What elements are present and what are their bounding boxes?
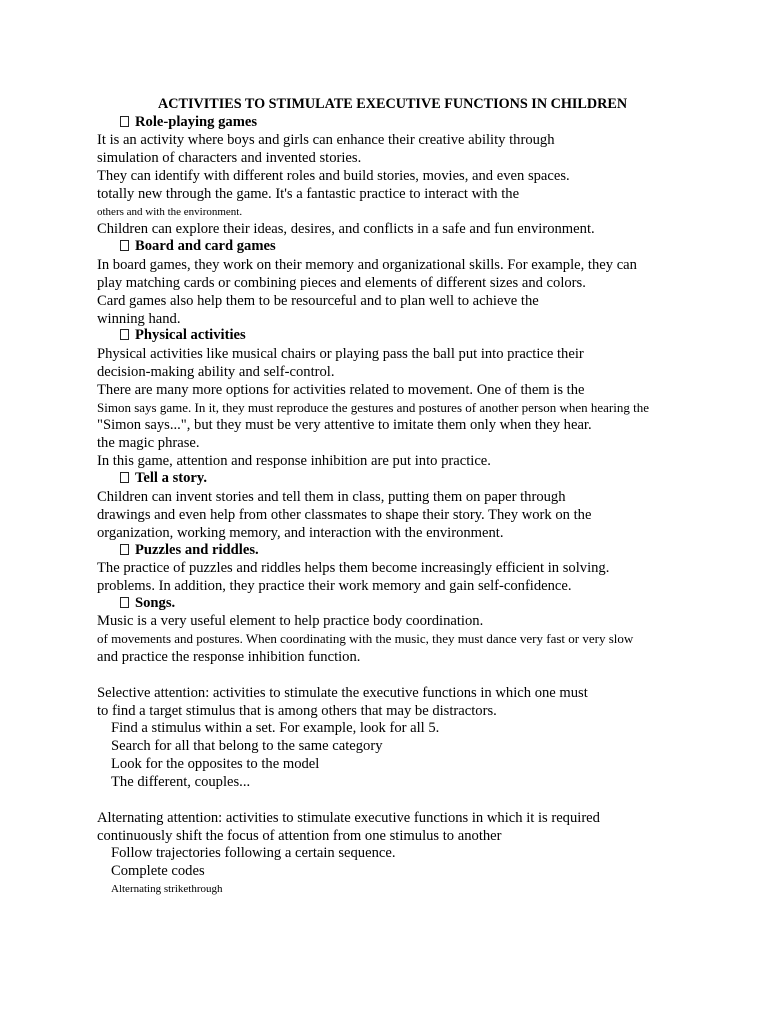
checkbox-bullet-icon (120, 544, 129, 555)
paragraph-line: "Simon says...", but they must be very attentive to imitate them only when they hear. (97, 417, 592, 433)
paragraph-line: the magic phrase. (97, 435, 200, 451)
section-heading-role-playing: Role-playing games (120, 113, 257, 131)
paragraph-line: There are many more options for activities related to movement. One of them is the (97, 382, 585, 398)
section-heading-puzzles: Puzzles and riddles. (120, 541, 259, 559)
paragraph-line: play matching cards or combining pieces and elements of different sizes and colors. (97, 275, 586, 291)
paragraph-line: Alternating attention: activities to stimulate executive functions in which it is required (97, 810, 600, 826)
paragraph-line: Card games also help them to be resourceful and to plan well to achieve the (97, 293, 539, 309)
checkbox-bullet-icon (120, 472, 129, 483)
document-title: ACTIVITIES TO STIMULATE EXECUTIVE FUNCTIONS IN CHILDREN (158, 96, 628, 112)
paragraph-line: problems. In addition, they practice their work memory and gain self-confidence. (97, 578, 572, 594)
list-item: Find a stimulus within a set. For example, look for all 5. (111, 720, 440, 736)
paragraph-line: totally new through the game. It's a fantastic practice to interact with the (97, 186, 520, 202)
list-item: Complete codes (111, 863, 205, 879)
paragraph-line: others and with the environment. (97, 206, 243, 218)
paragraph-line: decision-making ability and self-control. (97, 364, 335, 380)
checkbox-bullet-icon (120, 597, 129, 608)
list-item: The different, couples... (111, 774, 251, 790)
paragraph-line: winning hand. (97, 311, 181, 327)
paragraph-line: Simon says game. In it, they must reproduce the gestures and postures of another person when hearing the (97, 400, 649, 415)
list-item: Follow trajectories following a certain sequence. (111, 845, 396, 861)
paragraph-line: They can identify with different roles and build stories, movies, and even spaces. (97, 168, 570, 184)
section-heading-board-card: Board and card games (120, 237, 276, 255)
list-item: Look for the opposites to the model (111, 756, 320, 772)
paragraph-line: to find a target stimulus that is among others that may be distractors. (97, 703, 497, 719)
paragraph-line: Children can explore their ideas, desires, and conflicts in a safe and fun environment. (97, 221, 595, 237)
paragraph-line: In board games, they work on their memory and organizational skills. For example, they can (97, 257, 637, 273)
paragraph-line: It is an activity where boys and girls can enhance their creative ability through (97, 132, 555, 148)
paragraph-line: In this game, attention and response inhibition are put into practice. (97, 453, 491, 469)
checkbox-bullet-icon (120, 116, 129, 127)
checkbox-bullet-icon (120, 240, 129, 251)
paragraph-line: Physical activities like musical chairs or playing pass the ball put into practice their (97, 346, 584, 362)
paragraph-line: continuously shift the focus of attention from one stimulus to another (97, 828, 502, 844)
paragraph-line: Children can invent stories and tell them in class, putting them on paper through (97, 489, 566, 505)
checkbox-bullet-icon (120, 329, 129, 340)
paragraph-line: organization, working memory, and interaction with the environment. (97, 525, 504, 541)
paragraph-line: The practice of puzzles and riddles helps them become increasingly efficient in solving. (97, 560, 610, 576)
list-item: Alternating strikethrough (111, 883, 223, 895)
section-heading-story: Tell a story. (120, 469, 207, 487)
list-item: Search for all that belong to the same category (111, 738, 383, 754)
section-heading-songs: Songs. (120, 594, 175, 612)
section-heading-physical: Physical activities (120, 326, 246, 344)
paragraph-line: of movements and postures. When coordinating with the music, they must dance very fast or very slow (97, 631, 634, 646)
paragraph-line: and practice the response inhibition function. (97, 649, 361, 665)
paragraph-line: Selective attention: activities to stimulate the executive functions in which one must (97, 685, 588, 701)
paragraph-line: drawings and even help from other classmates to shape their story. They work on the (97, 507, 592, 523)
paragraph-line: Music is a very useful element to help practice body coordination. (97, 613, 484, 629)
paragraph-line: simulation of characters and invented stories. (97, 150, 362, 166)
